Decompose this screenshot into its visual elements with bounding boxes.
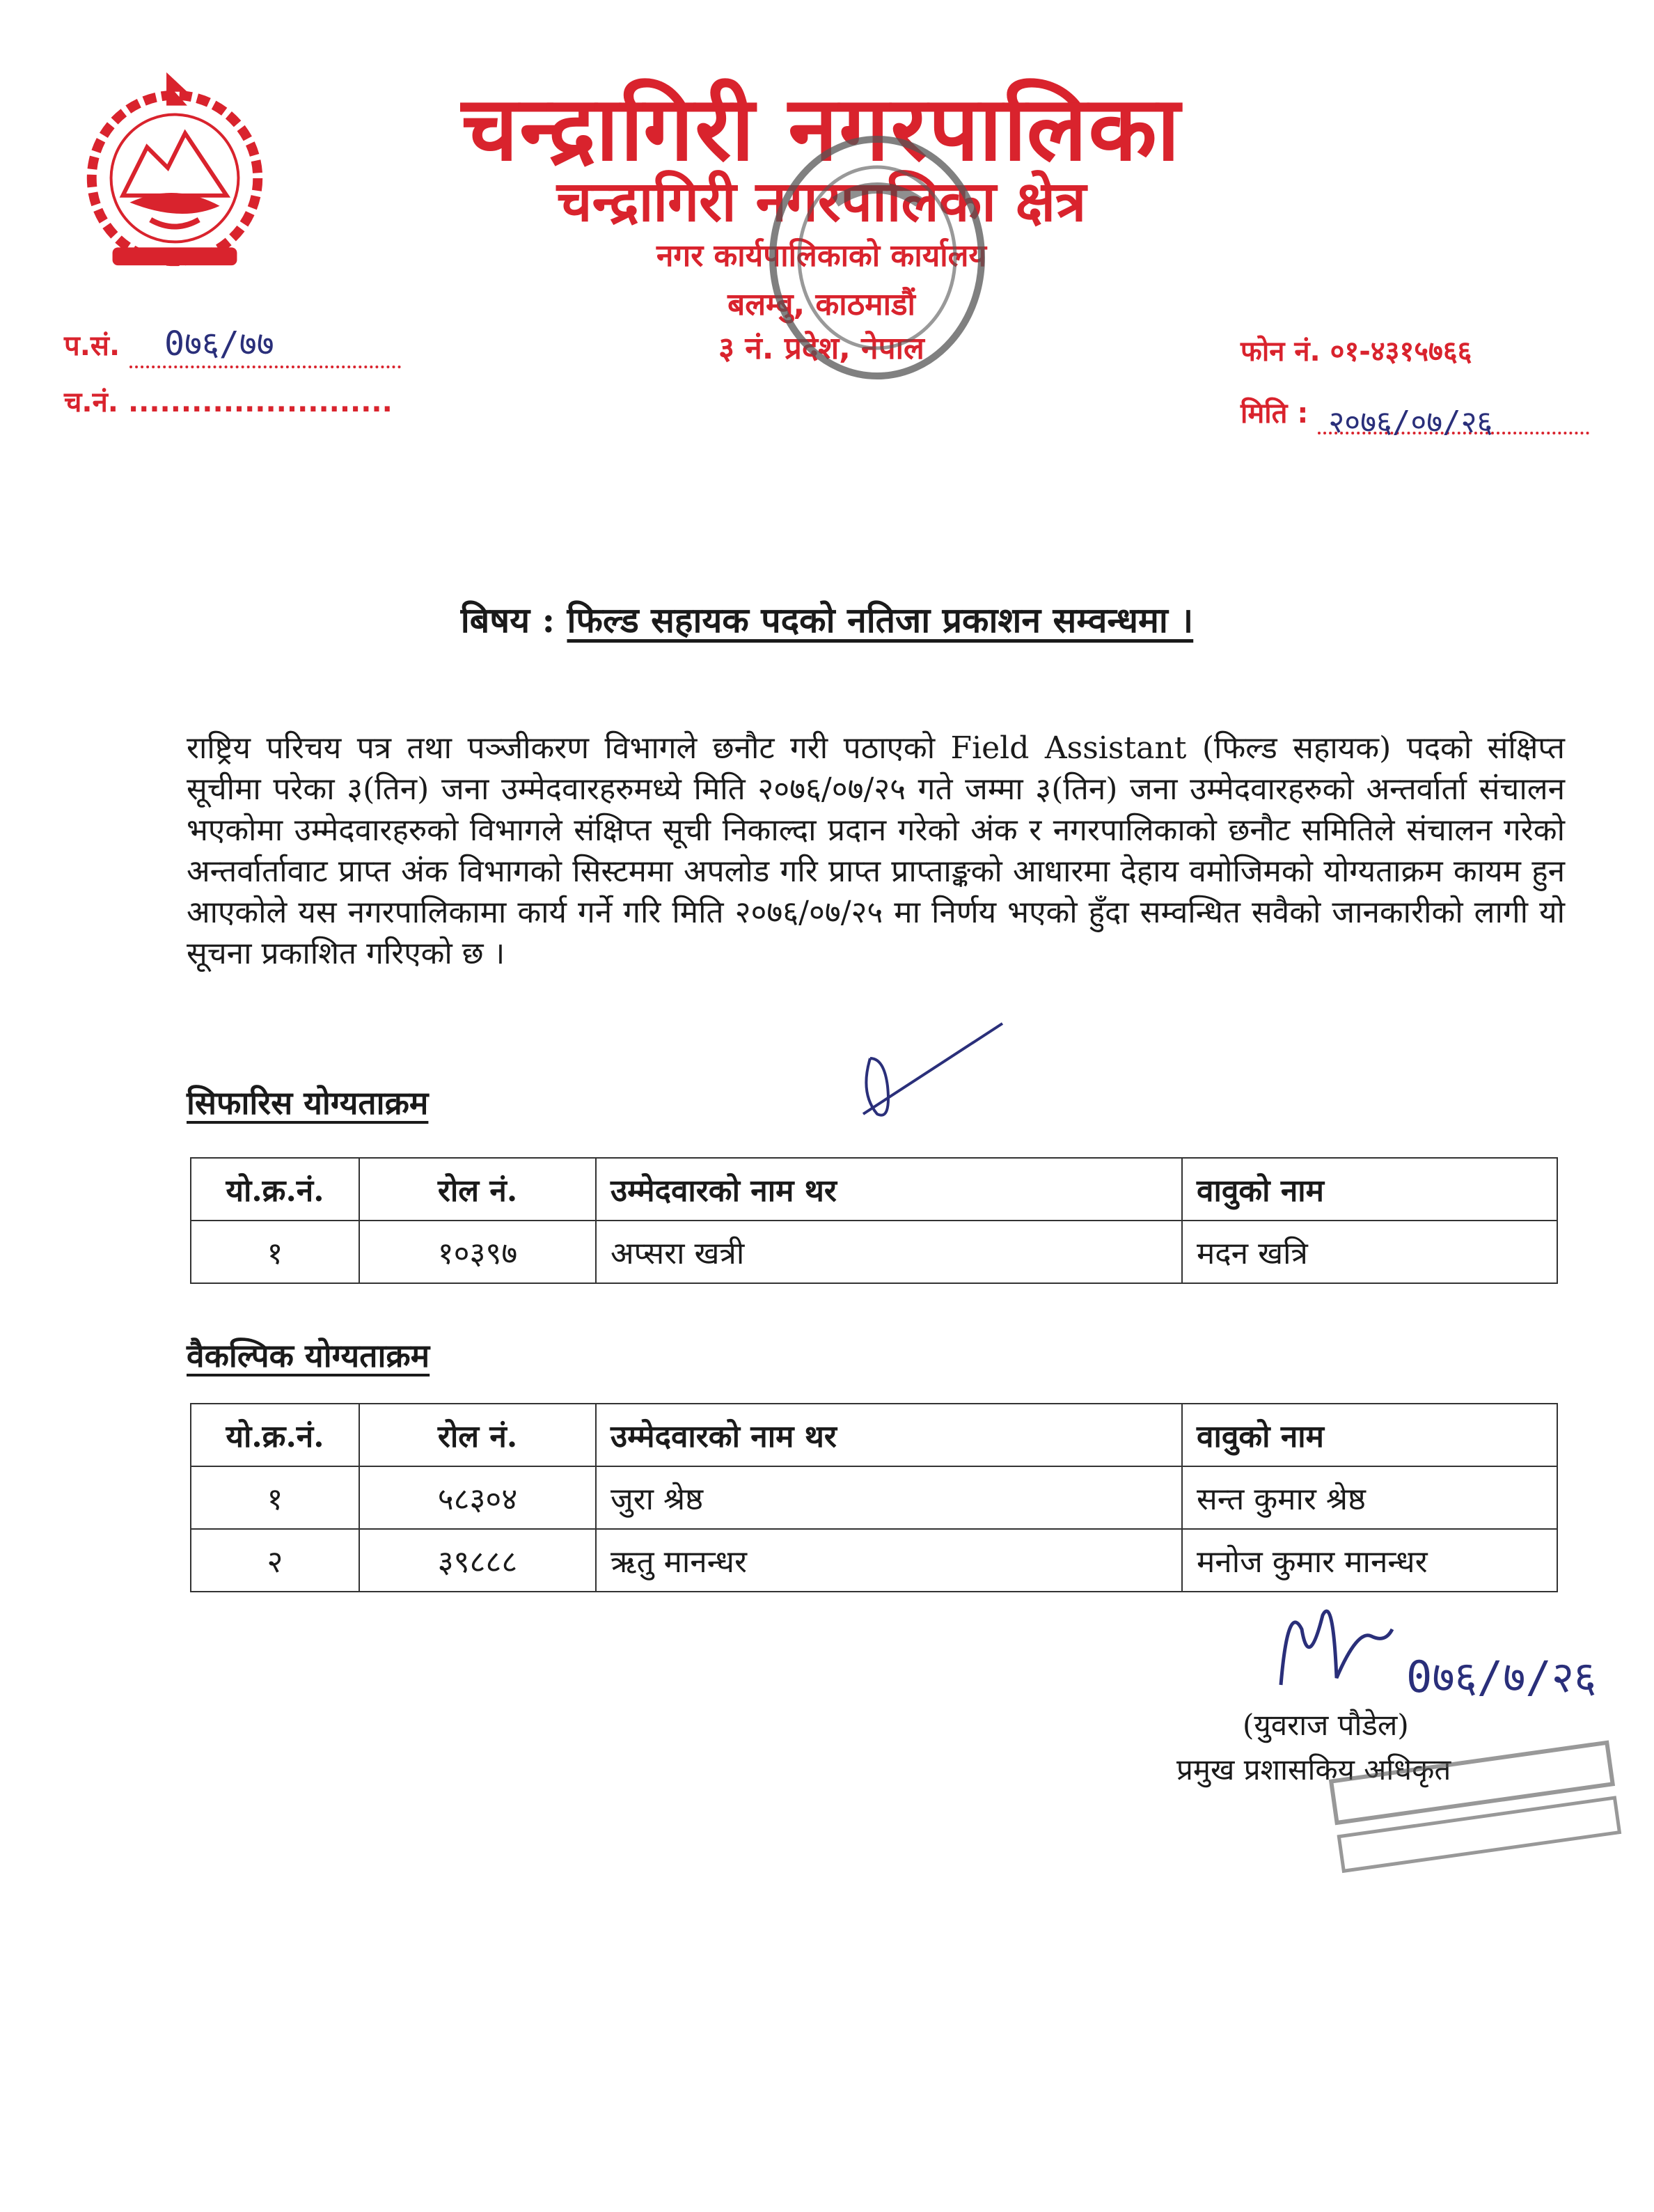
- subject-line: [0, 595, 1654, 643]
- col-father: वावुको नाम: [1182, 1158, 1557, 1221]
- signature-date: 0७६/७/२६: [1406, 1652, 1597, 1702]
- date-value: २०७६/०७/२६: [1328, 405, 1493, 440]
- cell-sn: १: [191, 1221, 359, 1283]
- subject-text: फिल्ड सहायक पदको नतिजा प्रकाशन सम्वन्धमा ।: [567, 599, 1194, 641]
- table-row: [191, 1466, 1557, 1529]
- initial-mark-icon: [856, 1017, 1009, 1128]
- cell-name: जुरा श्रेष्ठ: [596, 1466, 1182, 1529]
- table-header-row: [191, 1158, 1557, 1221]
- recommended-title: सिफारिस योग्यताक्रम: [187, 1084, 429, 1122]
- table-row: [191, 1221, 1557, 1283]
- reference-number: [64, 320, 401, 368]
- ps-label: प.सं.: [64, 330, 120, 362]
- col-sn: यो.क्र.नं.: [191, 1404, 359, 1466]
- cn-label: च.नं.: [64, 386, 118, 418]
- signatory-name: (युवराज पौडेल): [1243, 1708, 1409, 1742]
- alternate-title: वैकल्पिक योग्यताक्रम: [187, 1337, 430, 1374]
- cell-roll: १०३९७: [359, 1221, 596, 1283]
- signature-icon: [1267, 1587, 1615, 1706]
- letter-date: [1240, 390, 1589, 440]
- col-sn: यो.क्र.नं.: [191, 1158, 359, 1221]
- cell-sn: २: [191, 1529, 359, 1592]
- phone-number: फोन नं. ०१-४३१५७६६: [1240, 336, 1472, 368]
- col-father: वावुको नाम: [1182, 1404, 1557, 1466]
- signatory-title: प्रमुख प्रशासकिय अधिकृत: [1176, 1752, 1451, 1787]
- address-line-2: ३ नं. प्रदेश, नेपाल: [718, 331, 924, 366]
- col-name: उम्मेदवारको नाम थर: [596, 1404, 1182, 1466]
- address-line-1: बलम्बु, काठमाडौं: [727, 287, 915, 322]
- cell-father: सन्त कुमार श्रेष्ठ: [1182, 1466, 1557, 1529]
- name-stamp-icon: [1323, 1734, 1629, 1887]
- notice-body: राष्ट्रिय परिचय पत्र तथा पञ्जीकरण विभागले छनौट गरी पठाएको Field Assistant (फिल्ड सहायक) पदको संक्षिप्त सूचीमा परेका ३(तिन) जना उम्मेदवारहरुमध्ये मिति २०७६/०७/२५ गते जम्मा ३(तिन) जना उम्मेदवारहरुको अन्तर्वार्ता संचालन भएकोमा उम्मेदवारहरुको विभागले संक्षिप्त सूची निकाल्दा प्रदान गरेको अंक र नगरपालिकाको छनौट समितिले संचालन गरेको अन्तर्वार्तावाट प्राप्त अंक विभागको सिस्टममा अपलोड गरि प्राप्त प्राप्ताङ्कको आधारमा देहाय वमोजिमको योग्यताक्रम कायम हुन आएकोले यस नगरपालिकामा कार्य गर्ने गरि मिति २०७६/०७/२५ मा निर्णय भएको हुँदा सम्वन्धित सवैको जानकारीको लागी यो सूचना प्रकाशित गरिएको छ ।: [187, 730, 1565, 971]
- cell-father: मदन खत्रि: [1182, 1221, 1557, 1283]
- subject-label: बिषय :: [460, 599, 556, 641]
- table-row: [191, 1529, 1557, 1592]
- cell-roll: ३९८८८: [359, 1529, 596, 1592]
- cell-sn: १: [191, 1466, 359, 1529]
- table-header-row: [191, 1404, 1557, 1466]
- col-name: उम्मेदवारको नाम थर: [596, 1158, 1182, 1221]
- dispatch-number: [64, 382, 400, 420]
- cn-value: .........................: [127, 386, 393, 418]
- cell-name: ऋतु मानन्धर: [596, 1529, 1182, 1592]
- recommended-table: [190, 1157, 1558, 1284]
- cell-father: मनोज कुमार मानन्धर: [1182, 1529, 1557, 1592]
- cell-name: अप्सरा खत्री: [596, 1221, 1182, 1283]
- cell-roll: ५८३०४: [359, 1466, 596, 1529]
- ps-value: 0७६/७७: [164, 324, 274, 363]
- col-roll: रोल नं.: [359, 1404, 596, 1466]
- col-roll: रोल नं.: [359, 1158, 596, 1221]
- office-name: नगर कार्यपालिकाको कार्यालय: [656, 238, 986, 274]
- org-subtitle: चन्द्रागिरी नगरपालिका क्षेत्र: [556, 169, 1087, 234]
- alternate-table: [190, 1403, 1558, 1592]
- date-label: मिति :: [1240, 398, 1309, 430]
- org-name: चन्द्रागिरी नगरपालिका: [462, 77, 1181, 181]
- office-stamp-icon: [759, 97, 995, 390]
